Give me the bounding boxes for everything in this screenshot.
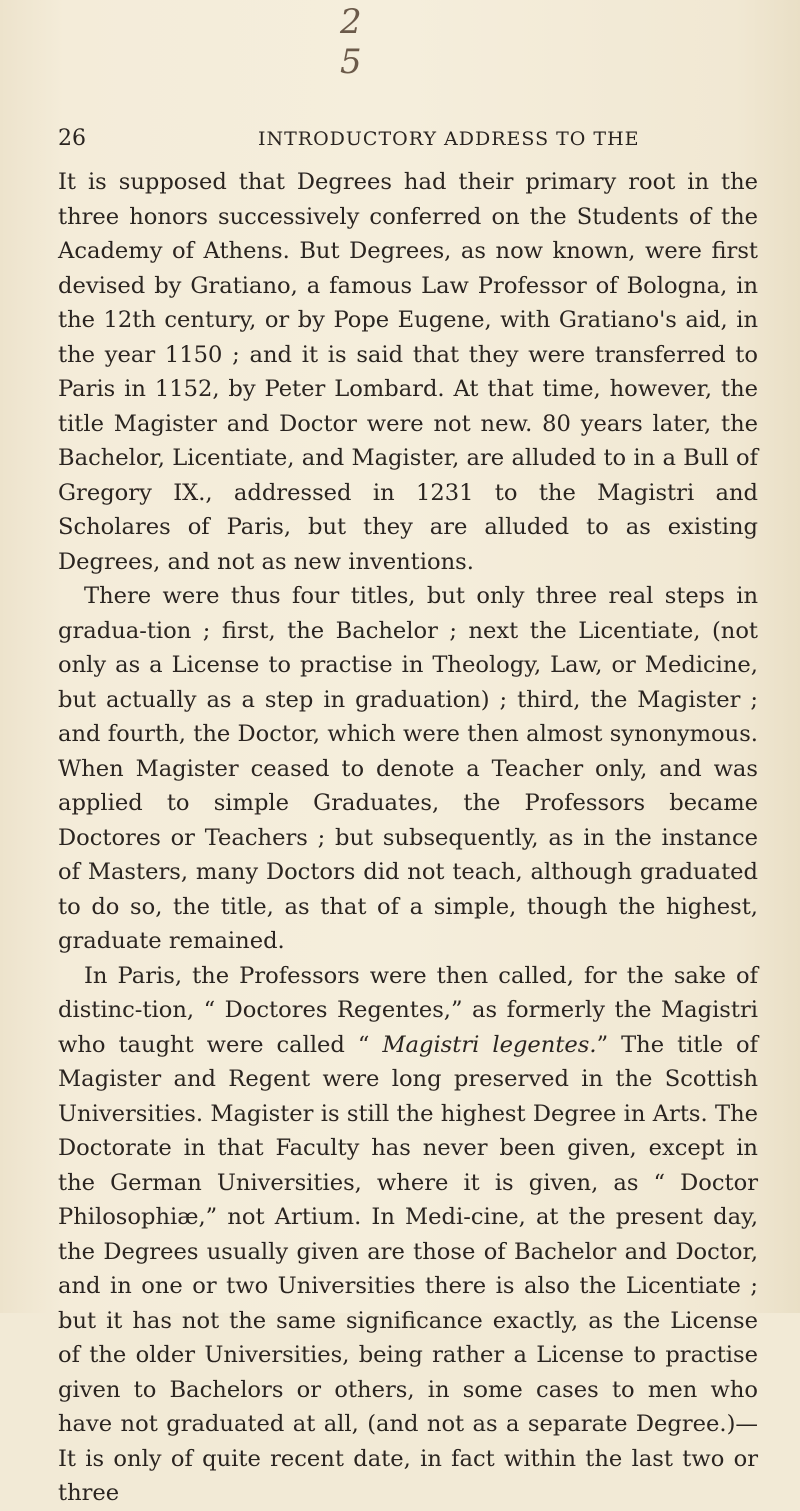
paragraph-1: It is supposed that Degrees had their primary root in the three honors successively conferred on the Students of the Academy of Athens. But Degrees, as now known, were first devised by Gratiano, a famous Law Professor of Bologna, in the 12th century, or by Pope Eugene, with Gratiano's aid, in the year 1150 ; and it is said that they were transferred to Paris in 1152, by Peter Lombard. At that time, however, the title Magister and Doctor were not new. 80 years later, the Bachelor, Licentiate, and Magister, are alluded to in a Bull of Gregory IX., addressed in 1231 to the Magistri and Scholares of Paris, but they are alluded to as existing Degrees, and not as new inventions. — [58, 169, 758, 575]
paragraph-2: There were thus four titles, but only three real steps in gradua-tion ; first, the Bachelor ; next the Licentiate, (not only as a License to practise in Theology, Law, or Medicine, but actually as a step in graduation) ; third, the Magister ; and fourth, the Doctor, which were then almost synonymous. When Magister ceased to denote a Teacher only, and was applied to simple Graduates, the Professors became Doctores or Teachers ; but subsequently, as in the instance of Masters, many Doctors did not teach, although graduated to do so, the title, as that of a simple, though the highest, graduate remained. — [58, 583, 758, 954]
body-text — [58, 165, 758, 1511]
handwritten-page-mark: 2 5 — [340, 2, 364, 82]
paragraph-3-italic-phrase: Magistri legentes. — [382, 1031, 597, 1058]
running-head-title: INTRODUCTORY ADDRESS TO THE — [258, 128, 640, 150]
paragraph-3 — [58, 959, 758, 1511]
running-head — [58, 126, 758, 154]
paragraph-3-part-1: In Paris, the Professors were then called, for the sake of distinc-tion, “ Doctores Regentes,” as formerly the Magistri who taught were called “ — [58, 962, 758, 1058]
paragraph-3-part-2: ” The title of Magister and Regent were long preserved in the Scottish Universities. Magister is still the highest Degree in Arts. The Doctorate in that Faculty has never been given, except in the German Universities, where it is given, as “ Doctor Philosophiæ,” not Artium. In Medi-cine, at the present day, the Degrees usually given are those of Bachelor and Doctor, and in one or two Universities there is also the Licentiate ; but it has not the same significance exactly, as the License of the older Universities, being rather a License to practise given to Bachelors or others, in some cases to men who have not graduated at all, (and not as a separate Degree.)—It is only of quite recent date, in fact within the last two or three — [58, 1031, 758, 1506]
page-number: 26 — [58, 126, 86, 151]
